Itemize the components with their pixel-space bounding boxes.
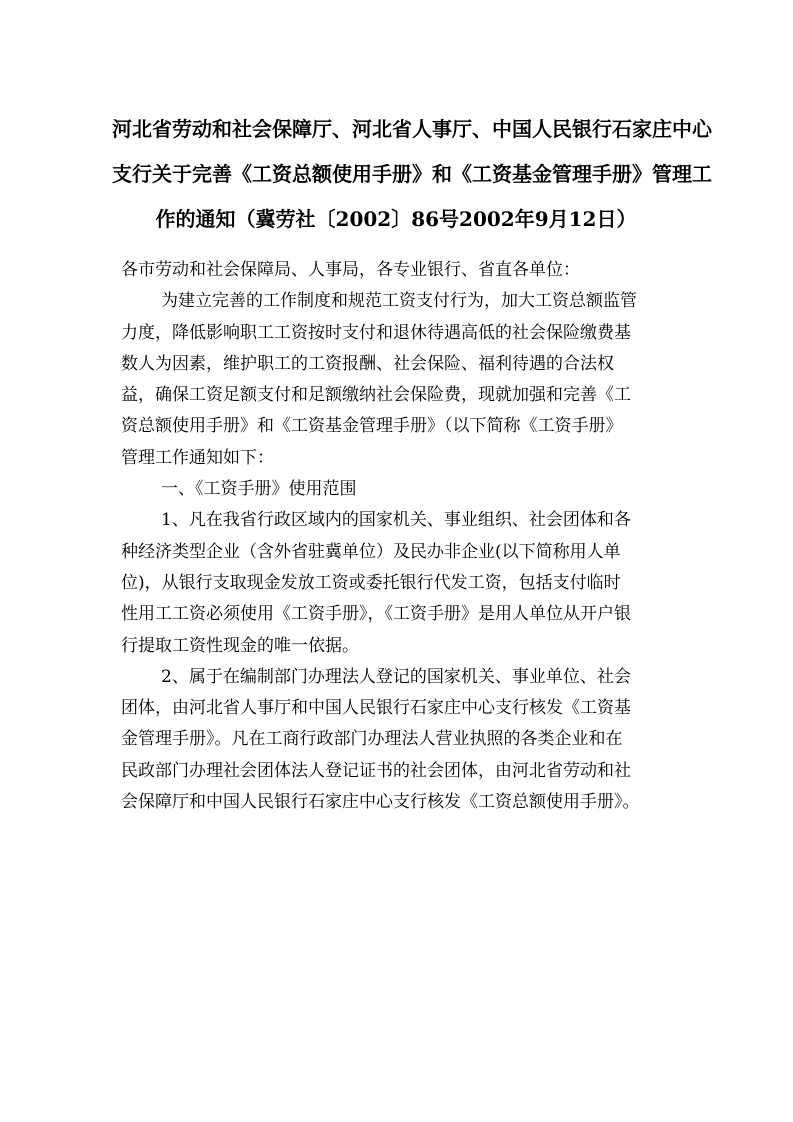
paragraph-intro-line: 管理工作通知如下：: [121, 447, 274, 468]
item-1-line: 种经济类型企业（含外省驻冀单位）及民办非企业(以下简称用人单: [121, 541, 621, 562]
item-1-line: 行提取工资性现金的唯一依据。: [121, 635, 359, 656]
item-1-line: 位)，从银行支取现金发放工资或委托银行代发工资，包括支付临时: [121, 572, 621, 593]
title-line-2: 支行关于完善《工资总额使用手册》和《工资基金管理手册》管理工: [112, 162, 712, 186]
paragraph-intro-line: 力度，降低影响职工工资按时支付和退休待遇高低的社会保险缴费基: [121, 322, 631, 343]
item-2-line: 会保障厅和中国人民银行石家庄中心支行核发《工资总额使用手册》。: [121, 792, 640, 813]
paragraph-intro-line: 数人为因素，维护职工的工资报酬、社会保险、福利待遇的合法权: [121, 353, 614, 374]
document-title: [112, 113, 712, 248]
paragraph-intro-line: 益，确保工资足额支付和足额缴纳社会保险费，现就加强和完善《工: [121, 385, 631, 406]
item-2-line: 民政部门办理社会团体法人登记证书的社会团体，由河北省劳动和社: [121, 760, 631, 781]
item-1-line: 1、凡在我省行政区域内的国家机关、事业组织、社会团体和各: [161, 510, 631, 531]
item-2-line: 团体，由河北省人事厅和中国人民银行石家庄中心支行核发《工资基: [121, 698, 631, 719]
item-2-line: 金管理手册》。凡在工商行政部门办理法人营业执照的各类企业和在: [121, 729, 623, 750]
title-line-3: 作的通知（冀劳社〔2002〕86号2002年9月12日）: [155, 207, 637, 231]
section-heading-1: 一、《工资手册》使用范围: [161, 479, 357, 500]
item-1-line: 性用工工资必须使用《工资手册》，《工资手册》是用人单位从开户银: [121, 604, 631, 625]
document-body: [121, 257, 677, 820]
paragraph-intro-line: 为建立完善的工作制度和规范工资支付行为，加大工资总额监管: [161, 291, 637, 312]
paragraph-intro-line: 资总额使用手册》和《工资基金管理手册》（以下简称《工资手册》: [121, 416, 623, 437]
title-line-1: 河北省劳动和社会保障厅、河北省人事厅、中国人民银行石家庄中心: [112, 117, 712, 141]
item-2-line: 2、属于在编制部门办理法人登记的国家机关、事业单位、社会: [161, 666, 631, 687]
salutation-line: 各市劳动和社会保障局、人事局，各专业银行、省直各单位：: [121, 260, 580, 280]
